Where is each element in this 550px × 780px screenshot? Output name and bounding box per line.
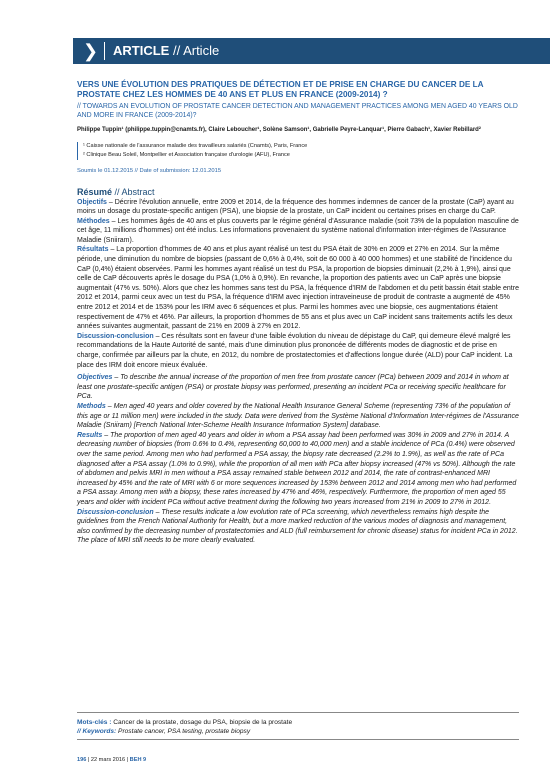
fr-resultats-text: – La proportion d'hommes de 40 ans et plus ayant réalisé un test du PSA était de 30% en 2009 et 27% en 2014. Sur la même période, une diminution du nombre de biopsies (passant de 0,6% à 0,4%, soit de 60 000 à 40 000 hommes) et une stabilité de l'incidence du CaP (0,4%) étaient observées. Parmi les hommes ayant réalisé un test du PSA, la proportion de biopsies diminuait (2,2% à 1,9%), ainsi que celle de CaP découverts après le dosage du PSA (1,0% à 0,9%). En revanche, la proportion des patients avec un CaP après une biopsie augmentait (47% vs. 50%). Alors que chez les hommes sans test du PSA, la fréquence d'IRM de l'abdomen et du petit bassin était stable entre 2012 et 2014, parmi ceux avec un test du PSA, la fréquence d'IRM avec injection intraveineuse de produit de contraste a augmenté de 45% entre 2012 et 2014 et de 153% pour les IRM avec 6 séquences et plus. Parmi les hommes avec une biopsie, ces augmentations étaient respectivement de 47% et 46%. Par ailleurs, la proportion d'hommes de 55 ans et plus avec un CaP incident sans traitements actifs les deux années suivantes augmentait, passant de 21% en 2009 à 27% en 2012. [77,246,519,331]
author-list: Philippe Tuppin¹ (philippe.tuppin@cnamts.fr), Claire Leboucher¹, Solène Samson¹, Gabrielle Peyre-Lanquar¹, Pierre Gabach¹, Xavier Rebillard² [77,127,481,133]
en-methods-text: – Men aged 40 years and older covered by the National Health Insurance General Scheme (representing 73% of the population of this age or 11 million men) were included in the study. Data were derived from the Système National d'Information Inter-régimes de l'Assurance Maladie (Sniiram) [French National Inter-Scheme Health Insurance Information System] database. [77,402,519,430]
title-english: // TOWARDS AN EVOLUTION OF PROSTATE CANCER DETECTION AND MANAGEMENT PRACTICES AMONG MEN AGED 40 YEARS OLD AND MORE IN FRANCE (2009-2014)? [77,103,518,119]
fr-methodes [77,217,519,246]
en-results-text: – The proportion of men aged 40 years and older in whom a PSA assay had been performed was 30% in 2009 and 27% in 2014. A decreasing number of biopsies (from 0.6% to 0.4%, representing 60,000 to 40,000 men) and a stable incidence of PCa (0.4%) were observed over the same period. Among men who had performed a PSA assay, the biopsy rate decreased (2.2% to 1.9%), as well as the rate of PCa diagnosed after a PSA assay (1.0% to 0.9%), while the proportion of all men with PCa after biopsy increased (47% vs 50%). Although the rate of abdomen and pelvis MRI in men without a PSA assay remained stable between 2012 and 2014, the rate of contrast-enhanced MRI increased by 45% and the rate of MRI with 6 or more sequences increased by 153% between 2012 and 2014 among men who had performed a PSA assay. Among men with a biopsy, these rates increased by 47% and 46%, respectively. Furthermore, the proportion of men aged 55 years and older with incident PCa without active treatment during the following two years increased from 21% in 2009 to 27% in 2012. [77,431,517,506]
affiliation-1: ¹ Caisse nationale de l'assurance maladie des travailleurs salariés (Cnamts), Paris, France [83,142,308,149]
abstract-heading-rest: // Abstract [112,186,155,197]
affiliations [77,142,519,160]
abstract-french [77,198,519,371]
keywords-top-rule [77,712,519,713]
keywords-english-lead: // Keywords: [77,728,117,735]
keywords-english [77,727,519,736]
keywords-french-lead: Mots-clés : [77,719,112,726]
en-objectives-lead: Objectives [77,374,113,382]
keywords [77,718,519,736]
issue-date: | 22 mars 2016 | [86,757,130,763]
abstract-english [77,373,519,546]
page-footer [77,756,146,764]
keywords-english-text: Prostate cancer, PSA testing, prostate biopsy [116,728,251,735]
en-results [77,431,519,508]
article-content [77,80,519,546]
en-methods [77,402,519,431]
fr-objectifs [77,198,519,217]
submission-dates: Soumis le 01.12.2015 // Date of submission: 12.01.2015 [77,167,222,174]
section-label [113,38,219,64]
section-banner [73,38,550,64]
en-discussion-lead: Discussion-conclusion [77,508,154,516]
page-number: 196 [77,757,87,763]
journal-name: BEH 9 [129,757,147,763]
banner-separator [104,42,105,60]
fr-discussion-text: – Ces résultats sont en faveur d'une faible évolution du niveau de dépistage du CaP, qui demeure élevé malgré les recommandations de la Haute Autorité de santé, mais d'une diminution plus prononcée de différents modes de diagnostic et de prise en charge, confirmée par ailleurs par la chute, en 2012, du nombre de prostatectomies et d'affections longue durée (ALD) pour CaP incident. La place des IRM doit encore mieux évaluée. [77,332,513,369]
keywords-french [77,718,519,727]
fr-resultats [77,245,519,331]
fr-objectifs-lead: Objectifs [77,198,107,206]
fr-discussion-lead: Discussion-conclusion [77,332,154,340]
en-methods-lead: Methods [77,402,106,410]
en-objectives [77,373,519,402]
title-french: VERS UNE ÉVOLUTION DES PRATIQUES DE DÉTECTION ET DE PRISE EN CHARGE DU CANCER DE LA PROSTATE CHEZ LES HOMMES DE 40 ANS ET PLUS EN FRANCE (2009-2014) ? [77,80,484,99]
fr-discussion [77,332,519,370]
section-label-rest: // Article [169,43,220,58]
fr-resultats-lead: Résultats [77,246,109,254]
en-discussion [77,508,519,546]
chevron-right-icon: ❯ [83,41,99,61]
keywords-bottom-rule [77,739,519,740]
fr-objectifs-text: – Décrire l'évolution annuelle, entre 2009 et 2014, de la fréquence des hommes indemnes de cancer de la prostate (CaP) ayant au moins un dosage du prostate-specific antigen (PSA), une biopsie de la prostate, un CaP incident ou certaines prises en charge du CaP. [77,198,514,216]
fr-methodes-text: – Les hommes âgés de 40 ans et plus couverts par le régime général d'Assurance maladie (soit 73% de la population masculine de cet âge, 11 millions d'hommes) ont été inclus. Les informations provenaient du système national d'information inter-régimes de l'Assurance Maladie (Sniiram). [77,217,519,244]
en-results-lead: Results [77,431,103,439]
en-objectives-text: – To describe the annual increase of the proportion of men free from prostate cancer (PCa) between 2009 and 2014 in whom at least one prostate-specific antigen (PSA) or prostate biopsy was performed, presenting an incident PCa or receiving specific healthcare for PCa. [77,374,509,401]
keywords-french-text: Cancer de la prostate, dosage du PSA, biopsie de la prostate [111,719,293,726]
fr-methodes-lead: Méthodes [77,217,110,225]
abstract-heading [77,186,519,198]
abstract-heading-bold: Résumé [77,186,113,197]
affiliation-2: ² Clinique Beau Soleil, Montpellier et Association française d'urologie (AFU), France [83,151,290,158]
section-label-bold: ARTICLE [113,43,170,58]
en-discussion-text: – These results indicate a low evolution rate of PCa screening, which nevertheless remains high despite the guidelines from the French National Authority for Health, but a more marked reduction of the various modes of diagnosis and management, also confirmed by the decreasing number of prostatectomies and ALD (full reimbursement for chronic disease) status for incident PCa in 2012. The place of MRI still needs to be more clearly evaluated. [77,508,518,545]
